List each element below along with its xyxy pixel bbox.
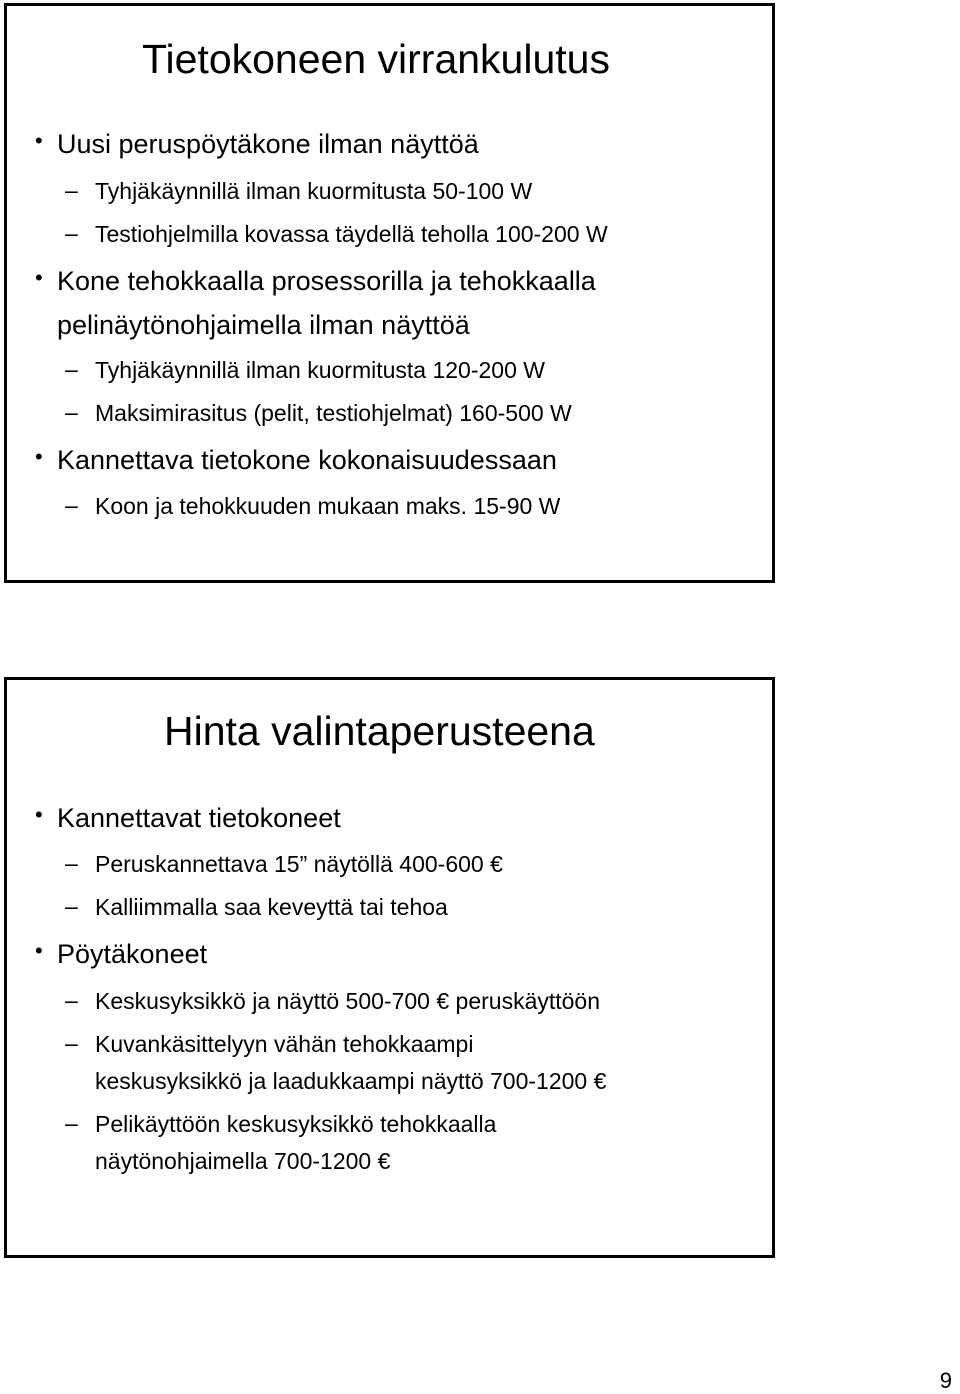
bullet-icon: • (35, 128, 43, 153)
dash-icon: – (65, 987, 78, 1013)
dash-icon: – (65, 220, 78, 246)
bullet-item: • Kannettava tietokone kokonaisuudessaan (35, 444, 557, 475)
sub-item: – Keskusyksikkö ja näyttö 500-700 € peruskäyttöön (65, 987, 601, 1014)
sub-item: – Koon ja tehokkuuden mukaan maks. 15-90 W (65, 492, 561, 519)
slide-title: Tietokoneen virrankulutus (142, 36, 610, 82)
sub-item-continued: keskusyksikkö ja laadukkaampi näyttö 700-1200 € (95, 1068, 607, 1094)
bullet-item-continued: pelinäytönohjaimella ilman näyttöä (57, 310, 470, 340)
dash-icon: – (65, 399, 78, 425)
dash-icon: – (65, 177, 78, 203)
slide-power-consumption (4, 3, 775, 583)
dash-icon: – (65, 356, 78, 382)
bullet-item: • Kannettavat tietokoneet (35, 802, 341, 833)
sub-item: – Peruskannettava 15” näytöllä 400-600 € (65, 850, 503, 877)
sub-item: – Kuvankäsittelyyn vähän tehokkaampi (65, 1030, 474, 1057)
bullet-icon: • (35, 444, 43, 469)
bullet-icon: • (35, 938, 43, 963)
sub-item: – Kalliimmalla saa keveyttä tai tehoa (65, 893, 448, 920)
dash-icon: – (65, 1030, 78, 1056)
sub-item-continued: näytönohjaimella 700-1200 € (95, 1148, 391, 1174)
dash-icon: – (65, 492, 78, 518)
sub-item: – Maksimirasitus (pelit, testiohjelmat) 160-500 W (65, 399, 572, 426)
slide-title: Hinta valintaperusteena (164, 708, 595, 754)
bullet-item: • Uusi peruspöytäkone ilman näyttöä (35, 128, 479, 159)
bullet-icon: • (35, 265, 43, 290)
bullet-item: • Pöytäkoneet (35, 938, 208, 969)
sub-item: – Tyhjäkäynnillä ilman kuormitusta 50-100 W (65, 177, 533, 204)
dash-icon: – (65, 1110, 78, 1136)
dash-icon: – (65, 850, 78, 876)
bullet-icon: • (35, 802, 43, 827)
sub-item: – Testiohjelmilla kovassa täydellä teholla 100-200 W (65, 220, 608, 247)
sub-item: – Tyhjäkäynnillä ilman kuormitusta 120-200 W (65, 356, 545, 383)
page-number: 9 (939, 1368, 952, 1393)
sub-item: – Pelikäyttöön keskusyksikkö tehokkaalla (65, 1110, 497, 1137)
bullet-item: • Kone tehokkaalla prosessorilla ja tehokkaalla (35, 265, 596, 296)
dash-icon: – (65, 893, 78, 919)
slide-price-criteria (4, 677, 775, 1258)
